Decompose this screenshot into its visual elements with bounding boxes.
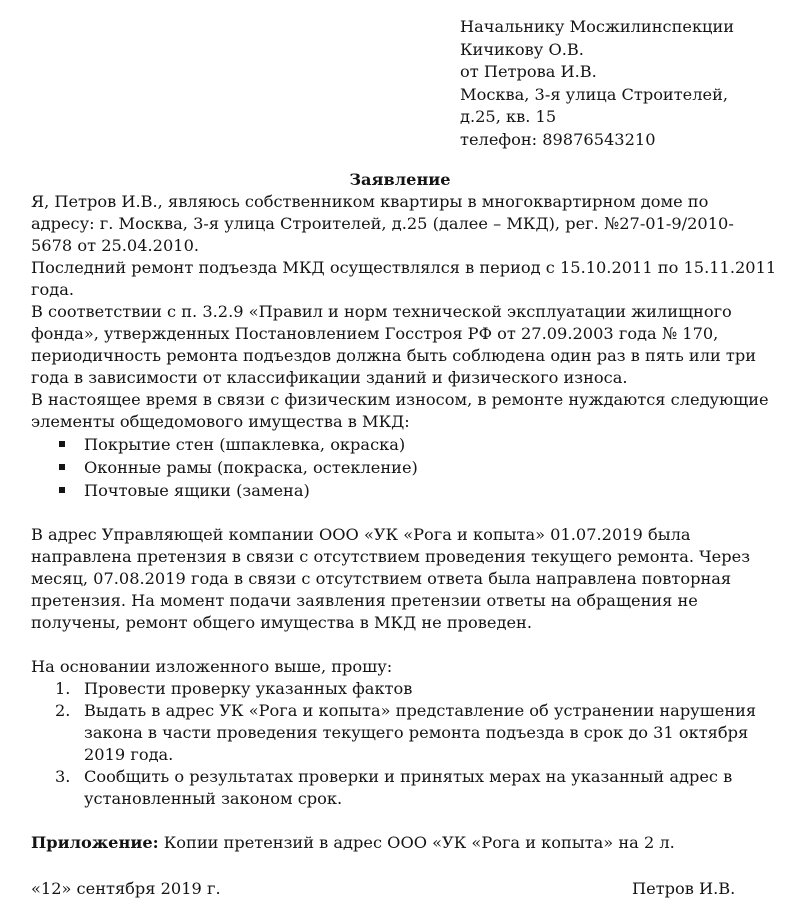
list-item-text: Покрытие стен (шпаклевка, окраска) (84, 435, 406, 454)
text-line: 2019 года. (84, 745, 174, 764)
bullet-icon (59, 487, 65, 493)
addressee-block (460, 16, 790, 151)
attachment-label: Приложение: (31, 833, 159, 852)
text-line: месяц, 07.08.2019 года в связи с отсутствием ответа была направлена повторная (31, 569, 732, 588)
list-number: 3. (55, 767, 71, 786)
list-item (31, 433, 771, 456)
attachment-line (31, 832, 771, 854)
header-line: от Петрова И.В. (460, 62, 597, 81)
text-line: 5678 от 25.04.2010. (31, 236, 200, 255)
document-body (31, 191, 777, 854)
attachment-text: Копии претензий в адрес ООО «УК «Рога и копыта» на 2 л. (158, 833, 675, 852)
header-line: д.25, кв. 15 (460, 107, 557, 126)
list-number: 1. (55, 679, 71, 698)
paragraph-ownership (31, 191, 771, 257)
paragraph-last-repair (31, 257, 777, 301)
list-item (31, 678, 771, 700)
document-date: «12» сентября 2019 г. (31, 879, 221, 898)
text-line: элементы общедомового имущества в МКД: (31, 412, 410, 431)
header-line: Кичикову О.В. (460, 39, 584, 59)
document-title: Заявление (349, 170, 451, 189)
bullet-icon (59, 464, 65, 470)
text-line: установленный законом срок. (84, 789, 343, 808)
list-item (31, 456, 771, 479)
text-line: года. (31, 280, 74, 299)
repair-items-list (31, 433, 771, 502)
text-line: В соответствии с п. 3.2.9 «Правил и норм технической эксплуатации жилищного (31, 302, 732, 321)
text-line: Я, Петров И.В., являюсь собственником квартиры в многоквартирном доме по (31, 192, 709, 211)
text-line: фонда», утвержденных Постановлением Госстроя РФ от 27.09.2003 года № 170, (31, 324, 719, 343)
text-line: Сообщить о результатах проверки и принятых мерах на указанный адрес в (84, 767, 733, 786)
list-item-text: Почтовые ящики (замена) (84, 481, 310, 500)
header-line: телефон: 89876543210 (460, 129, 656, 149)
list-item-text: Оконные рамы (покраска, остекление) (84, 458, 418, 477)
list-number: 2. (55, 701, 71, 720)
text-line: периодичность ремонта подъездов должна быть соблюдена один раз в пять или три (31, 346, 757, 365)
paragraph-current-state (31, 389, 771, 433)
paragraph-regulation (31, 301, 771, 389)
text-line: закона в части проведения текущего ремонта подъезда в срок до 31 октября (84, 723, 749, 742)
text-line: В адрес Управляющей компании ООО «УК «Рога и копыта» 01.07.2019 была (31, 525, 691, 544)
text-line: В настоящее время в связи с физическим износом, в ремонте нуждаются следующие (31, 390, 769, 409)
text-line: претензия. На момент подачи заявления претензии ответы на обращения не (31, 591, 698, 610)
signature-name: Петров И.В. (632, 879, 736, 898)
text-line: года в зависимости от классификации зданий и физического износа. (31, 368, 628, 387)
text-line: адресу: г. Москва, 3-я улица Строителей, д.25 (далее – МКД), рег. №27-01-9/2010- (31, 214, 734, 233)
paragraph-claims (31, 524, 771, 634)
text-line: направлена претензия в связи с отсутствием проведения текущего ремонта. Через (31, 547, 751, 566)
bullet-icon (59, 441, 65, 447)
list-item (31, 766, 771, 810)
text-line: Выдать в адрес УК «Рога и копыта» представление об устранении нарушения (84, 701, 757, 720)
text-line: Последний ремонт подъезда МКД осуществлялся в период с 15.10.2011 по 15.11.2011 (31, 258, 777, 277)
request-intro: На основании изложенного выше, прошу: (31, 657, 393, 676)
requests-list (31, 678, 771, 810)
list-item (31, 700, 771, 766)
text-line: получены, ремонт общего имущества в МКД не проведен. (31, 613, 532, 632)
header-line: Начальнику Мосжилинспекции (460, 17, 735, 36)
header-line: Москва, 3-я улица Строителей, (460, 84, 729, 104)
list-item (31, 479, 771, 502)
text-line: Провести проверку указанных фактов (84, 679, 413, 698)
